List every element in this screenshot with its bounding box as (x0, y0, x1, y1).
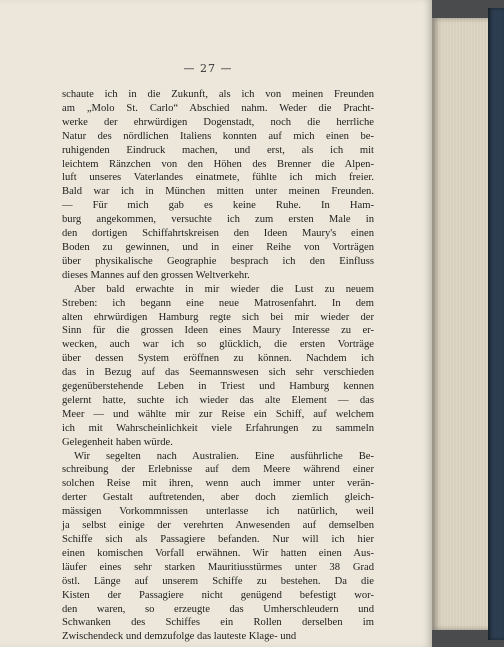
text-line: Meer — und wählte mir zur Reise ein Schiff, auf welchem (62, 408, 374, 420)
text-line: Streben: ich begann eine neue Matrosenfahrt. In dem (62, 297, 374, 309)
text-line: ich mit Wahrscheinlichkeit viele Erfahrungen zu sammeln (62, 422, 374, 434)
text-line: über dessen System eröffnen zu können. Nachdem ich (62, 353, 374, 365)
page-stack-edge (432, 18, 490, 630)
text-line: — Für mich gab es keine Ruhe. In Ham- (62, 200, 374, 212)
text-line: Wir segelten nach Australien. Eine ausführliche Be- (74, 450, 374, 462)
text-line: den dortigen Schiffahrtskreisen den Ideen Maury's einen (62, 228, 374, 240)
text-line: werke der ehrwürdigen Dogenstadt, noch die herrliche (62, 116, 374, 128)
body-text (62, 88, 374, 644)
text-line: Kisten der Passagiere nicht genügend befestigt wor- (62, 589, 374, 601)
text-line: ruhigenden Eindruck machen, und erst, als ich mit (62, 144, 374, 156)
paragraph (62, 283, 374, 450)
text-line: mässigen Vorkommnissen unterlasse ich natürlich, weil (62, 506, 374, 518)
text-line: schaute ich in die Zukunft, als ich von meinen Freunden (62, 89, 374, 100)
text-line: derter Gestalt auftretenden, aber doch ziemlich gleich- (62, 492, 374, 504)
text-line: Bald war ich in München mitten unter meinen Freunden. (62, 186, 374, 198)
text-line: luft unseres Vaterlandes einatmete, fühlte ich mich freier. (62, 172, 374, 184)
text-line: läufer eines sehr starken Mauritiusstürmes unter 38 Grad (62, 561, 374, 573)
text-line: Boden zu gewinnen, und in einer Reihe von Vorträgen (62, 241, 374, 253)
paragraph (62, 88, 374, 283)
text-line: das in Bezug auf das Seemannswesen sich sehr verschieden (62, 367, 374, 379)
text-line: solchen Reise mit ihren, wenn auch immer unter verän- (62, 478, 374, 490)
text-line: gegenüberstehende Leben in Triest und Hamburg kennen (62, 381, 374, 393)
text-line: wecken, auch war ich so glücklich, die ersten Vorträge (62, 339, 374, 351)
text-line: alten ehrwürdigen Hamburg regte sich bei mir wieder der (62, 311, 374, 323)
text-line: den waren, so erzeugte das Umherschleudern und (62, 603, 374, 615)
text-line: Zwischendeck und demzufolge das lauteste Klage- und (62, 631, 297, 643)
text-line: Aber bald erwachte in mir wieder die Lust zu neuem (74, 283, 374, 295)
text-line: ja selbst einige der verehrten Anwesenden auf demselben (62, 520, 374, 532)
text-line: Natur des nördlichen Italiens konnten auf mich einen be- (62, 130, 374, 142)
text-line: Gelegenheit haben würde. (62, 436, 173, 448)
text-line: über physikalische Geographie besprach ich den Einfluss (62, 255, 374, 267)
text-line: östl. Länge auf unserem Schiffe zu bestehen. Da die (62, 575, 374, 587)
page-number: — 27 — (183, 62, 233, 75)
text-line: einen komischen Vorfall erwähnen. Wir hatten einen Aus- (62, 547, 374, 559)
text-line: dieses Mannes auf den grossen Weltverkehr. (62, 269, 250, 281)
text-line: Schiffe sich als Passagiere befanden. Nur will ich hier (62, 534, 374, 545)
text-line: leichtem Ränzchen von den Höhen des Brenner die Alpen- (62, 158, 374, 170)
text-line: Sinn für die grossen Ideen eines Maury Interesse zu er- (62, 325, 374, 337)
paragraph (62, 450, 374, 645)
text-line: Schwanken des Schiffes ein Rollen derselben im (62, 617, 374, 629)
text-line: gelernt hatte, suchte ich wieder das alte Element — das (62, 394, 374, 406)
text-line: am „Molo St. Carlo“ Abschied nahm. Weder die Pracht- (62, 102, 374, 114)
text-line: burg angekommen, versuchte ich zum ersten Male in (62, 214, 374, 226)
text-line: schreibung der Erlebnisse auf dem Meere während einer (62, 464, 374, 476)
book-cover-edge (488, 8, 504, 640)
